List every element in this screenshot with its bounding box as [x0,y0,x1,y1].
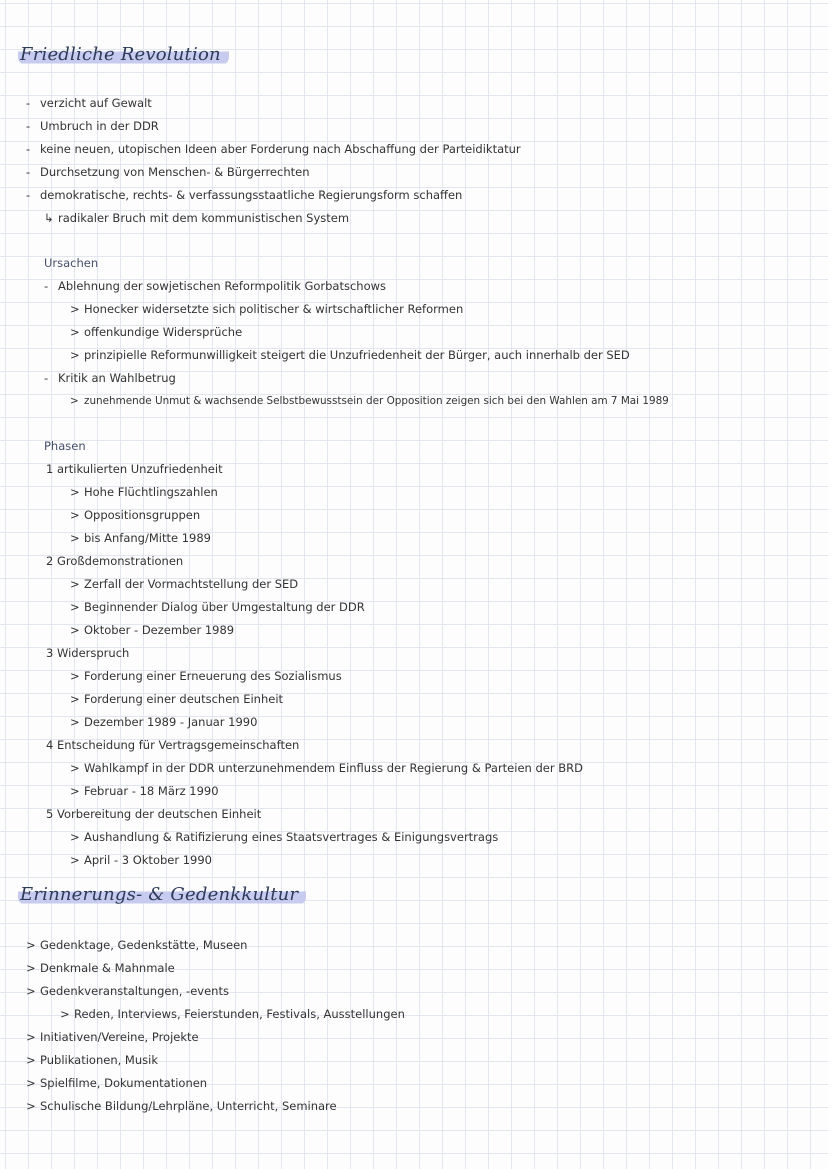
list-item: > Denkmale & Mahnmale [26,961,175,975]
sub-item: > Reden, Interviews, Feierstunden, Festivals, Ausstellungen [60,1007,405,1021]
bullet-item: - demokratische, rechts- & verfassungsstaatliche Regierungsform schaffen [26,188,463,202]
subsection-label-ursachen: Ursachen [44,256,99,270]
section-title-friedliche-revolution: Friedliche Revolution [18,44,229,65]
sub-item: > Honecker widersetzte sich politischer & wirtschaftlicher Reformen [70,302,464,316]
list-item: > Gedenktage, Gedenkstätte, Museen [26,938,248,952]
sub-item: > Hohe Flüchtlingszahlen [70,485,218,499]
sub-item: > Beginnender Dialog über Umgestaltung der DDR [70,600,365,614]
sub-item: > zunehmende Unmut & wachsende Selbstbewusstsein der Opposition zeigen sich bei den Wahlen am 7 Mai 1989 [70,395,669,407]
phase-title: 5 Vorbereitung der deutschen Einheit [46,807,262,821]
subsection-label-phasen: Phasen [44,439,86,453]
sub-item: > offenkundige Widersprüche [70,325,243,339]
bullet-item: - keine neuen, utopischen Ideen aber Forderung nach Abschaffung der Parteidiktatur [26,142,521,156]
list-item: > Schulische Bildung/Lehrpläne, Unterricht, Seminare [26,1099,337,1113]
list-item: - Kritik an Wahlbetrug [44,371,176,385]
phase-title: 2 Großdemonstrationen [46,554,184,568]
phase-title: 4 Entscheidung für Vertragsgemeinschaften [46,738,300,752]
sub-item: > Forderung einer deutschen Einheit [70,692,284,706]
sub-item: > Forderung einer Erneuerung des Sozialismus [70,669,342,683]
sub-item: > Oktober - Dezember 1989 [70,623,235,637]
sub-item: > Zerfall der Vormachtstellung der SED [70,577,299,591]
arrow-icon: ↳ [44,211,54,225]
bullet-item: - Umbruch in der DDR [26,119,159,133]
bullet-item: - Durchsetzung von Menschen- & Bürgerrechten [26,165,310,179]
sub-item: > April - 3 Oktober 1990 [70,853,212,867]
sub-item: > prinzipielle Reformunwilligkeit steigert die Unzufriedenheit der Bürger, auch innerhalb der SED [70,348,630,362]
sub-item: > Oppositionsgruppen [70,508,201,522]
sub-item: > Dezember 1989 - Januar 1990 [70,715,258,729]
section-title-erinnerungskultur: Erinnerungs- & Gedenkkultur [18,884,306,905]
sub-item: > Aushandlung & Ratifizierung eines Staatsvertrages & Einigungsvertrags [70,830,499,844]
list-item: - Ablehnung der sowjetischen Reformpolitik Gorbatschows [44,279,387,293]
phase-title: 1 artikulierten Unzufriedenheit [46,462,223,476]
list-item: > Publikationen, Musik [26,1053,158,1067]
list-item: > Initiativen/Vereine, Projekte [26,1030,199,1044]
list-item: > Spielfilme, Dokumentationen [26,1076,208,1090]
phase-title: 3 Widerspruch [46,646,130,660]
sub-item: > Wahlkampf in der DDR unterzunehmendem Einfluss der Regierung & Parteien der BRD [70,761,583,775]
list-item: > Gedenkveranstaltungen, -events [26,984,229,998]
sub-item: > Februar - 18 März 1990 [70,784,219,798]
arrow-note: ↳ radikaler Bruch mit dem kommunistischen System [44,211,350,225]
bullet-item: - verzicht auf Gewalt [26,96,152,110]
sub-item: > bis Anfang/Mitte 1989 [70,531,211,545]
